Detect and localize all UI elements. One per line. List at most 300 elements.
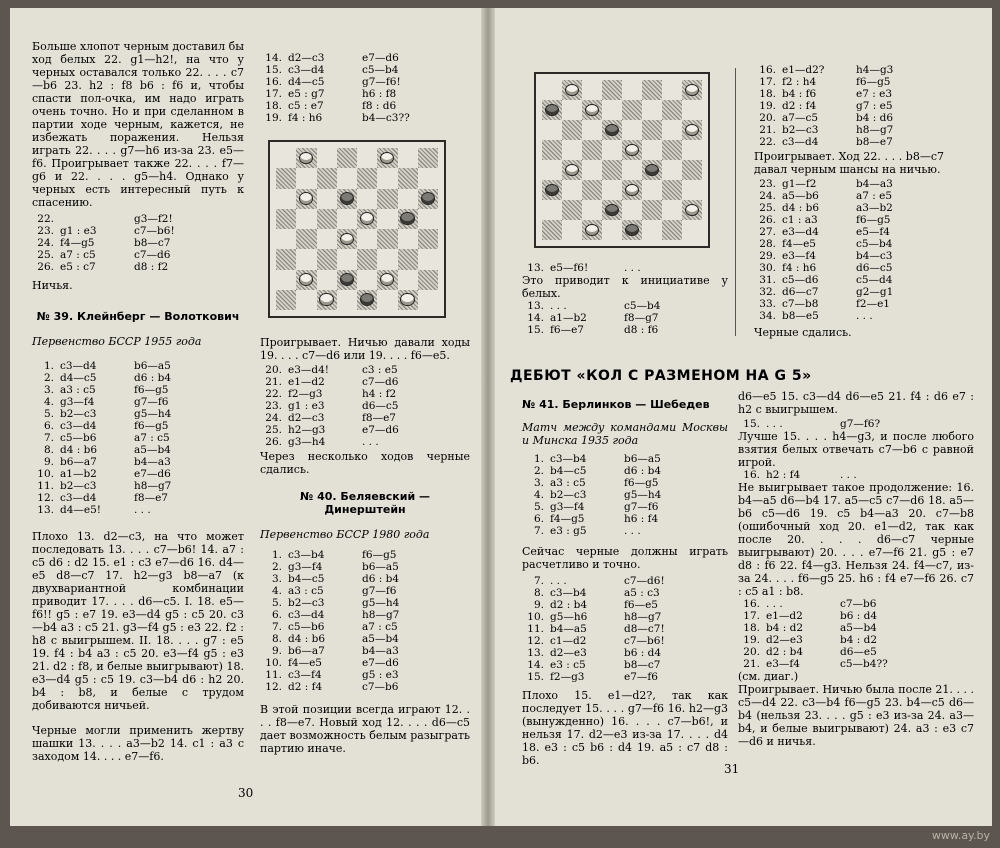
- black-move: g7 : e5: [856, 100, 893, 112]
- white-move: c3—d4: [60, 492, 97, 504]
- board-square: [398, 189, 418, 209]
- white-move: b2—c3: [782, 124, 819, 136]
- board-square: [562, 80, 582, 100]
- section-heading-wrap: [510, 370, 984, 383]
- black-move: d8 : f2: [134, 261, 169, 273]
- board-square: [582, 180, 602, 200]
- board-square: [398, 229, 418, 249]
- board-grid: [542, 80, 702, 240]
- move-number: 1.: [43, 360, 54, 372]
- board-square: [582, 140, 602, 160]
- board-square: [542, 180, 562, 200]
- board-square: [398, 148, 418, 168]
- white-checker-icon: [400, 293, 414, 306]
- move-number: 17.: [743, 610, 760, 622]
- board-square: [296, 189, 316, 209]
- checkers-board-2: [534, 72, 710, 248]
- move-number: 5.: [271, 597, 282, 609]
- black-move: h6 : f8: [362, 88, 397, 100]
- move-row: [260, 681, 470, 693]
- move-number: 7.: [271, 621, 282, 633]
- board-square: [642, 120, 662, 140]
- move-number: 16.: [743, 598, 760, 610]
- move-row: [522, 262, 728, 274]
- board-square: [276, 229, 296, 249]
- move-number: 26.: [265, 436, 282, 448]
- white-move: g1 : e3: [288, 400, 325, 412]
- move-row: [754, 136, 944, 148]
- black-move: . . .: [840, 469, 857, 481]
- board-square: [602, 100, 622, 120]
- white-move: c1 : a3: [782, 214, 818, 226]
- white-move: f4—e5: [288, 657, 322, 669]
- move-row: [32, 396, 244, 408]
- move-row: [32, 225, 244, 237]
- black-move: a3—b2: [856, 202, 893, 214]
- white-move: d2 : f4: [288, 681, 323, 693]
- board-square: [542, 120, 562, 140]
- move-number: 13.: [527, 300, 544, 312]
- white-checker-icon: [380, 273, 394, 286]
- white-move: c3—b4: [550, 453, 587, 465]
- black-move: b4—c3??: [362, 112, 410, 124]
- move-number: 29.: [759, 250, 776, 262]
- move-row: [754, 112, 944, 124]
- move-row: [522, 611, 728, 623]
- move-row: [32, 504, 244, 516]
- move-row: [738, 622, 974, 634]
- white-move: c3—d4: [60, 420, 97, 432]
- black-move: d6—c5: [362, 400, 399, 412]
- white-move: d4—c5: [288, 76, 325, 88]
- black-move: b8—c7: [624, 659, 661, 671]
- white-move: e3—d4: [782, 226, 819, 238]
- black-move: g7—f6?: [840, 418, 881, 430]
- white-move: f4 : h6: [782, 262, 817, 274]
- move-row: [754, 178, 944, 190]
- board-square: [682, 220, 702, 240]
- move-number: 9.: [271, 645, 282, 657]
- white-checker-icon: [585, 104, 599, 116]
- move-row: [522, 587, 728, 599]
- white-move: b2—c3: [550, 489, 587, 501]
- black-move: e7 : e3: [856, 88, 893, 100]
- board-square: [642, 80, 662, 100]
- move-number: 2.: [43, 372, 54, 384]
- move-row: [754, 250, 944, 262]
- move-row: [754, 298, 944, 310]
- move-row: [738, 418, 974, 430]
- move-number: 24.: [759, 190, 776, 202]
- board-square: [377, 189, 397, 209]
- move-number: 14.: [527, 659, 544, 671]
- paragraph: Плохо 15. e1—d2?, так как последует 15. . . . g7—f6 16. h2—g3 (вынужденно) 16. . . . c7—b6!, и нельзя 17. d2—e3 из-за 17. . . . d4 18. e3 : c5 b6 : d4 19. a5 : c7 d8 : b6.: [522, 689, 728, 767]
- move-row: [32, 456, 244, 468]
- white-move: e3—d4!: [288, 364, 330, 376]
- black-move: . . .: [856, 310, 873, 322]
- black-move: b6 : d4: [624, 647, 662, 659]
- black-move: g5—h4: [134, 408, 172, 420]
- white-move: d2—e3: [766, 634, 803, 646]
- black-checker-icon: [400, 212, 414, 225]
- move-list: [522, 262, 728, 274]
- board-square: [357, 270, 377, 290]
- black-move: b8—c7: [134, 237, 171, 249]
- board-square: [317, 209, 337, 229]
- black-move: d6 : b4: [134, 372, 172, 384]
- move-row: [260, 64, 470, 76]
- move-row: [754, 124, 944, 136]
- white-checker-icon: [340, 233, 354, 246]
- white-move: e1—d2: [766, 610, 803, 622]
- board-square: [542, 100, 562, 120]
- board-square: [317, 249, 337, 269]
- move-row: [32, 261, 244, 273]
- move-number: 26.: [37, 261, 54, 273]
- move-number: 17.: [759, 76, 776, 88]
- board-square: [662, 160, 682, 180]
- move-row: [32, 492, 244, 504]
- move-number: 11.: [527, 623, 544, 635]
- white-checker-icon: [360, 212, 374, 225]
- board-square: [662, 120, 682, 140]
- move-number: 6.: [43, 420, 54, 432]
- board-square: [357, 168, 377, 188]
- move-number: 10.: [37, 468, 54, 480]
- right-column-2: [754, 64, 944, 339]
- board-square: [622, 140, 642, 160]
- checkers-board-1: [268, 140, 446, 318]
- move-row: [32, 420, 244, 432]
- move-number: 24.: [37, 237, 54, 249]
- move-list: [260, 52, 470, 124]
- black-move: e5—f4: [856, 226, 890, 238]
- black-move: . . .: [624, 525, 641, 537]
- board-square: [662, 80, 682, 100]
- black-move: c7—d6: [362, 376, 399, 388]
- board-square: [642, 200, 662, 220]
- move-number: 14.: [265, 52, 282, 64]
- white-move: a7—c5: [782, 112, 819, 124]
- board-square: [662, 100, 682, 120]
- board-square: [622, 120, 642, 140]
- black-move: c5—b4: [856, 238, 893, 250]
- black-checker-icon: [605, 124, 619, 136]
- black-move: h4—g3: [856, 64, 894, 76]
- move-number: 3.: [271, 573, 282, 585]
- move-number: 10.: [265, 657, 282, 669]
- black-move: f8—e7: [362, 412, 396, 424]
- white-checker-icon: [319, 293, 333, 306]
- event-title: Первенство БССР 1980 года: [260, 528, 430, 541]
- white-checker-icon: [299, 152, 313, 165]
- black-move: e7—d6: [134, 468, 171, 480]
- move-row: [754, 190, 944, 202]
- white-move: f2—g3: [550, 671, 585, 683]
- board-square: [317, 168, 337, 188]
- left-column-2: [260, 52, 470, 124]
- board-square: [418, 168, 438, 188]
- move-number: 10.: [527, 611, 544, 623]
- black-checker-icon: [645, 164, 659, 176]
- black-move: h6 : f4: [624, 513, 659, 525]
- move-row: [260, 100, 470, 112]
- black-move: e7—f6: [624, 671, 658, 683]
- move-number: 2.: [533, 465, 544, 477]
- board-square: [682, 140, 702, 160]
- board-square: [582, 120, 602, 140]
- black-move: . . .: [362, 436, 379, 448]
- board-square: [622, 220, 642, 240]
- black-move: a5—b4: [840, 622, 877, 634]
- move-number: 6.: [271, 609, 282, 621]
- paragraph: Черные могли применить жертву шашки 13. . . . a3—b2 14. c1 : a3 с заходом 14. . . . e7—f6.: [32, 724, 244, 763]
- black-move: c5—b4: [362, 64, 399, 76]
- move-row: [260, 88, 470, 100]
- event-title: Первенство БССР 1955 года: [32, 335, 202, 348]
- board-square: [276, 189, 296, 209]
- board-square: [337, 229, 357, 249]
- page-number: 30: [238, 786, 254, 800]
- board-square: [682, 200, 702, 220]
- black-move: c5—d4: [856, 274, 893, 286]
- black-move: b4—a3: [362, 645, 399, 657]
- black-checker-icon: [421, 192, 435, 205]
- black-move: b4—a3: [856, 178, 893, 190]
- board-square: [337, 189, 357, 209]
- board-square: [582, 160, 602, 180]
- white-move: c1—d2: [550, 635, 587, 647]
- white-move: a3 : c5: [60, 384, 96, 396]
- board-square: [276, 148, 296, 168]
- paragraph: Плохо 13. d2—c3, на что может последовать 13. . . . c7—b6! 14. a7 : c5 d6 : d2 15. e1 : c3 e7—d6 16. d4—e5 d8—c7 17. h2—g3 b8—a7 (к двухвариантной комбинации приводит 17. . . . d6—c5. I. 18. e5—f6!! g5 : e7 19. e3—d4 g5 : c5 20. c3—b4 a3 : c5 21. g3—f4 g5 : e3 22. f2 : h8 с выигрышем. II. 18. . . . g7 : e5 19. f4 : b4 a3 : c5 20. e3—f4 g5 : e3 21. d2 : f8, и белые выигрывают) 18. e3—d4 g5 : c5 19. c3—b4 d6 : h2 20. b4 : b8, и белые с трудом добиваются ничьей.: [32, 530, 244, 712]
- move-list: [754, 64, 944, 148]
- board-square: [296, 229, 316, 249]
- board-square: [602, 140, 622, 160]
- white-move: c3—f4: [288, 669, 322, 681]
- move-row: [738, 610, 974, 622]
- move-row: [260, 400, 470, 412]
- black-move: . . .: [134, 504, 151, 516]
- move-number: 9.: [533, 599, 544, 611]
- board-square: [337, 168, 357, 188]
- move-row: [260, 424, 470, 436]
- board-square: [398, 249, 418, 269]
- move-row: [522, 525, 728, 537]
- board-square: [276, 209, 296, 229]
- white-move: d2 : b4: [766, 646, 804, 658]
- white-move: c7—b8: [782, 298, 819, 310]
- board-square: [418, 189, 438, 209]
- paragraph: Через несколько ходов черные сдались.: [260, 450, 470, 476]
- move-row: [754, 274, 944, 286]
- move-row: [32, 468, 244, 480]
- white-move: . . .: [550, 575, 567, 587]
- move-row: [260, 388, 470, 400]
- move-row: [260, 436, 470, 448]
- black-move: f2—e1: [856, 298, 890, 310]
- white-move: d4—c5: [60, 372, 97, 384]
- black-move: d6 : b4: [624, 465, 662, 477]
- board-square: [562, 140, 582, 160]
- paragraph: Черные сдались.: [754, 326, 852, 339]
- game-title: № 39. Клейнберг — Волоткович: [36, 310, 240, 323]
- move-number: 5.: [43, 408, 54, 420]
- board-square: [276, 168, 296, 188]
- paragraph: Лучше 15. . . . h4—g3, и после любого взятия белых отвечать c7—b6 с равной игрой.: [738, 430, 974, 469]
- black-move: c7—d6!: [624, 575, 665, 587]
- board-grid: [276, 148, 438, 310]
- move-number: 25.: [759, 202, 776, 214]
- board-square: [337, 290, 357, 310]
- board-square: [682, 120, 702, 140]
- move-row: [738, 469, 974, 481]
- white-move: g1—f2: [782, 178, 817, 190]
- white-move: e3—f4: [766, 658, 800, 670]
- move-number: 12.: [527, 635, 544, 647]
- move-list: [522, 453, 728, 537]
- black-move: h8—g7: [856, 124, 894, 136]
- move-row: [522, 465, 728, 477]
- board-square: [622, 160, 642, 180]
- move-row: [738, 658, 974, 670]
- move-number: 28.: [759, 238, 776, 250]
- move-row: [522, 324, 728, 336]
- move-row: [260, 597, 470, 609]
- move-row: [260, 364, 470, 376]
- board-square: [582, 100, 602, 120]
- black-checker-icon: [340, 192, 354, 205]
- move-row: [260, 561, 470, 573]
- board-square: [377, 290, 397, 310]
- white-move: d2—c3: [288, 52, 325, 64]
- board-square: [622, 100, 642, 120]
- move-number: 18.: [265, 100, 282, 112]
- board-square: [398, 290, 418, 310]
- black-move: a5 : c3: [624, 587, 660, 599]
- white-checker-icon: [565, 164, 579, 176]
- white-checker-icon: [299, 192, 313, 205]
- white-move: c3—d4: [288, 609, 325, 621]
- move-number: 11.: [265, 669, 282, 681]
- black-move: f8—e7: [134, 492, 168, 504]
- black-move: f6—g5: [134, 384, 169, 396]
- black-move: c5—b4: [624, 300, 661, 312]
- white-move: b2—c3: [60, 480, 97, 492]
- white-move: g5—h6: [550, 611, 588, 623]
- move-number: 21.: [759, 124, 776, 136]
- white-move: f2 : h4: [782, 76, 817, 88]
- board-square: [377, 270, 397, 290]
- white-checker-icon: [565, 84, 579, 96]
- black-move: d8—c7!: [624, 623, 665, 635]
- move-number: 7.: [533, 575, 544, 587]
- move-list: [32, 213, 244, 273]
- white-move: c5—d6: [782, 274, 819, 286]
- move-row: [32, 444, 244, 456]
- black-move: h8—g7: [362, 609, 400, 621]
- black-move: d6—c5: [856, 262, 893, 274]
- move-number: 20.: [743, 646, 760, 658]
- white-checker-icon: [625, 144, 639, 156]
- paragraph: Не выигрывает такое продолжение: 16. b4—a5 d6—b4 17. a5—c5 c7—d6 18. a5—b6 c5—d6 19. c5 b4—a3 20. c7—b8 (ошибочный ход 20. e1—d2, так как после 20. . . . d6—c7 черные выигрывают) 20. . . . e7—f6 21. g5 : e7 d8 : f6 22. f4—g3. Нельзя 24. f4—c7, из-за 24. . . . f6—g5 25. h6 : f4 e7—f6 26. c7 : c5 a1 : b8.: [738, 481, 974, 598]
- page-number: 31: [724, 762, 740, 776]
- black-move: g3—f2!: [134, 213, 173, 225]
- board-square: [296, 270, 316, 290]
- board-square: [296, 168, 316, 188]
- white-move: g3—f4: [550, 501, 585, 513]
- white-move: b4—a5: [550, 623, 587, 635]
- board-square: [562, 220, 582, 240]
- white-move: c5 : e7: [288, 100, 324, 112]
- black-move: e7—d6: [362, 424, 399, 436]
- board-square: [642, 100, 662, 120]
- white-move: e5—f6!: [550, 262, 589, 274]
- board-square: [602, 180, 622, 200]
- move-row: [754, 202, 944, 214]
- board-square: [542, 140, 562, 160]
- event-title: Матч между командами Москвы и Минска 1935 года: [522, 421, 728, 447]
- move-row: [522, 671, 728, 683]
- black-move: c7—d6: [134, 249, 171, 261]
- black-move: d8 : f6: [624, 324, 659, 336]
- board-square: [642, 180, 662, 200]
- white-checker-icon: [625, 184, 639, 196]
- move-row: [260, 376, 470, 388]
- board-square: [562, 200, 582, 220]
- board-square: [377, 229, 397, 249]
- move-row: [522, 623, 728, 635]
- paragraph: Проигрывает. Ничью была после 21. . . . c5—d4 22. c3—b4 f6—g5 23. b4—c5 d6—b4 (нельзя 23. . . . g5 : e3 из-за 24. a3—b4, и белые выигрывают) 24. a3 : e3 c7—d6 и ничья.: [738, 683, 974, 748]
- board-square: [642, 220, 662, 240]
- black-move: g7—f6!: [362, 76, 401, 88]
- board-square: [317, 290, 337, 310]
- board-square: [317, 148, 337, 168]
- move-list: [522, 575, 728, 683]
- move-number: 22.: [37, 213, 54, 225]
- right-column-2-lower: [738, 390, 974, 748]
- board-square: [357, 189, 377, 209]
- move-row: [754, 262, 944, 274]
- move-number: 2.: [271, 561, 282, 573]
- board-square: [357, 148, 377, 168]
- white-move: g3—h4: [288, 436, 326, 448]
- white-move: d4 : b6: [782, 202, 820, 214]
- board-square: [276, 270, 296, 290]
- board-square: [602, 80, 622, 100]
- board-square: [622, 180, 642, 200]
- white-move: c5—b6: [288, 621, 325, 633]
- black-move: b6—a5: [134, 360, 171, 372]
- board-square: [317, 229, 337, 249]
- move-number: 16.: [743, 469, 760, 481]
- white-move: h2 : f4: [766, 469, 801, 481]
- white-checker-icon: [685, 204, 699, 216]
- move-row: [754, 238, 944, 250]
- white-move: d4 : b6: [288, 633, 326, 645]
- white-move: e3—f4: [782, 250, 816, 262]
- move-row: [754, 286, 944, 298]
- black-move: f6—g5: [134, 420, 169, 432]
- move-row: [260, 112, 470, 124]
- move-number: 3.: [533, 477, 544, 489]
- move-row: [522, 575, 728, 587]
- board-square: [296, 209, 316, 229]
- move-row: [32, 372, 244, 384]
- move-number: 19.: [265, 112, 282, 124]
- move-number: 30.: [759, 262, 776, 274]
- move-list: [522, 300, 728, 336]
